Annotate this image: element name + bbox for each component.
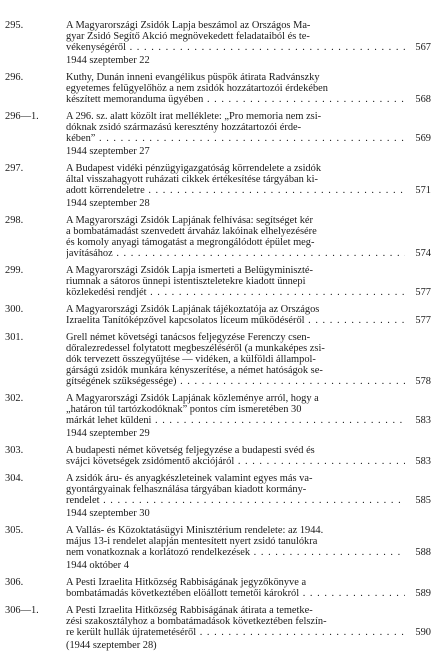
- toc-entry-line: [0, 616, 439, 627]
- toc-entry-line: [0, 484, 439, 495]
- toc-entry-line: [0, 456, 439, 467]
- entry-text: bombatámadás következtében elöállott temetői károkról . . .: [66, 588, 405, 599]
- entry-text: vékenységéről . . .: [66, 42, 405, 53]
- toc-entry-line: [0, 226, 439, 237]
- page-number: 590: [415, 627, 431, 638]
- toc-entry-line: [0, 365, 439, 376]
- date-heading: [0, 198, 439, 209]
- toc-entry-line: [0, 304, 439, 315]
- page-number: 569: [415, 133, 431, 144]
- entry-text: készített memoranduma ügyében . . .: [66, 94, 405, 105]
- toc-entry-line: [0, 83, 439, 94]
- toc-entry-line: [0, 94, 439, 105]
- entry-text: A zsidók áru- és anyagkészleteinek valamint egyes más va-: [66, 473, 313, 484]
- entry-text: dók tervezett összegyűjtése — vidéken, a külföldi állampol-: [66, 354, 316, 365]
- entry-text: dőralezredessel folytatott megbeszéléséről (a munkaképes zsi-: [66, 343, 325, 354]
- toc-entry-line: [0, 265, 439, 276]
- entry-text: adott körrendeletre . . .: [66, 185, 405, 196]
- entry-text: A Pesti Izraelita Hitközség Rabbiságának átirata a temetke-: [66, 605, 313, 616]
- toc-entry-line: [0, 495, 439, 506]
- entry-text: május 13-i rendelet alapján mentesített nyert zsidó tanulókra: [66, 536, 318, 547]
- toc-entry-line: [0, 20, 439, 31]
- date-heading: [0, 55, 439, 66]
- entry-text: gítségének szükségessége) . . .: [66, 376, 405, 387]
- page-number: 567: [415, 42, 431, 53]
- toc-entry-line: [0, 315, 439, 326]
- toc-entry-line: [0, 72, 439, 83]
- toc-entry-line: [0, 354, 439, 365]
- entry-number: 300.: [5, 304, 24, 315]
- page-number: 585: [415, 495, 431, 506]
- entry-text: „határon túl tartózkodóknak” pontos cím ismeretében 30: [66, 404, 302, 415]
- page-number: 583: [415, 415, 431, 426]
- toc-entry-line: [0, 376, 439, 387]
- entry-text: rendelet . . .: [66, 495, 405, 506]
- entry-number: 297.: [5, 163, 24, 174]
- entry-text: a bombatámadást szenvedett árvaház lakóinak elhelyezésére: [66, 226, 317, 237]
- entry-text: gyar Zsidó Segítő Akció megnövekedett feladataiból és te-: [66, 31, 310, 42]
- entry-text: kében” . . .: [66, 133, 405, 144]
- entry-number: 304.: [5, 473, 24, 484]
- toc-entry-line: [0, 215, 439, 226]
- date-text: 1944 szeptember 22: [66, 55, 150, 66]
- entry-text: svájci követségek zsidómentő akciójáról . . .: [66, 456, 405, 467]
- entry-number: 296—1.: [5, 111, 39, 122]
- entry-number: 306—1.: [5, 605, 39, 616]
- entry-text: A Magyarországi Zsidók Lapjának tájékoztatója az Országos: [66, 304, 320, 315]
- toc-entry-line: [0, 111, 439, 122]
- toc-entry-line: [0, 287, 439, 298]
- date-text: 1944 szeptember 27: [66, 146, 150, 157]
- entry-text: gárságú zsidók munkára kényszerítése, a német hatóságok se-: [66, 365, 323, 376]
- date-text: 1944 szeptember 29: [66, 428, 150, 439]
- entry-text: A Magyarországi Zsidók Lapjának felhívása: segítséget kér: [66, 215, 313, 226]
- date-heading: [0, 146, 439, 157]
- page-number: 578: [415, 376, 431, 387]
- toc-entry-line: [0, 393, 439, 404]
- date-text: 1944 szeptember 30: [66, 508, 150, 519]
- entry-number: 306.: [5, 577, 24, 588]
- entry-number: 301.: [5, 332, 24, 343]
- toc-entry-line: [0, 404, 439, 415]
- toc-entry-line: [0, 343, 439, 354]
- date-heading: [0, 508, 439, 519]
- toc-entry-line: [0, 248, 439, 259]
- entry-text: A Magyarországi Zsidók Lapja beszámol az Országos Ma-: [66, 20, 311, 31]
- toc-entry-line: [0, 536, 439, 547]
- toc-entry-line: [0, 174, 439, 185]
- entry-number: 305.: [5, 525, 24, 536]
- entry-text: és komoly anyagi támogatást a megrongálódott épület meg-: [66, 237, 315, 248]
- entry-text: A Magyarországi Zsidók Lapjának közleménye arról, hogy a: [66, 393, 319, 404]
- entry-text: egyetemes felügyelőhöz a nem zsidók hozzátartozói érdekében: [66, 83, 328, 94]
- entry-text: A budapesti német követség feljegyzése a budapesti svéd és: [66, 445, 315, 456]
- entry-text: A Pesti Izraelita Hitközség Rabbiságának jegyzőkönyve a: [66, 577, 307, 588]
- entry-text: Izraelita Tanítóképzővel kapcsolatos líceum működéséről . . .: [66, 315, 405, 326]
- toc-entry-line: [0, 42, 439, 53]
- toc-entry-line: [0, 473, 439, 484]
- entry-text: javításához . . .: [66, 248, 405, 259]
- toc-entry-line: [0, 525, 439, 536]
- entry-text: Kuthy, Dunán inneni evangélikus püspök átirata Radvánszky: [66, 72, 320, 83]
- page-number: 571: [415, 185, 431, 196]
- toc-entry-line: [0, 237, 439, 248]
- page-number: 577: [415, 315, 431, 326]
- toc-entry-line: [0, 163, 439, 174]
- date-heading: [0, 560, 439, 571]
- toc-entry-line: [0, 547, 439, 558]
- toc-entry-line: [0, 415, 439, 426]
- entry-number: 295.: [5, 20, 24, 31]
- toc-entry-line: [0, 185, 439, 196]
- toc-entry-line: [0, 31, 439, 42]
- toc-entry-line: [0, 122, 439, 133]
- entry-number: 302.: [5, 393, 24, 404]
- page-number: 577: [415, 287, 431, 298]
- date-heading: [0, 428, 439, 439]
- page-number: 568: [415, 94, 431, 105]
- entry-text: riumnak a sátoros ünnepi istentiszteletekre kiadott ünnepi: [66, 276, 306, 287]
- entry-text: A Vallás- és Közoktatásügyi Minisztérium rendelete: az 1944.: [66, 525, 324, 536]
- date-text: 1944 október 4: [66, 560, 129, 571]
- entry-number: 303.: [5, 445, 24, 456]
- entry-text: A 296. sz. alatt közölt irat melléklete: „Pro memoria nem zsi-: [66, 111, 322, 122]
- date-text: 1944 szeptember 28: [66, 198, 150, 209]
- entry-text: dóknak zsidó származású keresztény hozzátartozói érde-: [66, 122, 302, 133]
- entry-text: A Budapest vidéki pénzügyigazgatóság körrendelete a zsidók: [66, 163, 322, 174]
- toc-entry-line: [0, 588, 439, 599]
- entry-text: által visszahagyott ruházati cikkek értékesítése tárgyában ki-: [66, 174, 318, 185]
- page-number: 588: [415, 547, 431, 558]
- toc-entry-line: [0, 133, 439, 144]
- toc-entry-line: [0, 332, 439, 343]
- date-text: (1944 szeptember 28): [66, 640, 157, 651]
- entry-text: re került hullák újratemetéséről . . .: [66, 627, 405, 638]
- entry-text: Grell német követségi tanácsos feljegyzése Ferenczy csen-: [66, 332, 311, 343]
- page-number: 583: [415, 456, 431, 467]
- entry-text: gyontárgyainak felhasználása tárgyában kiadott kormány-: [66, 484, 307, 495]
- date-heading: [0, 640, 439, 651]
- entry-text: közlekedési rendjét . . .: [66, 287, 405, 298]
- entry-text: A Magyarországi Zsidók Lapja ismerteti a Belügyminiszté-: [66, 265, 314, 276]
- toc-entry-line: [0, 445, 439, 456]
- entry-text: zési szakosztályhoz a bombatámadások következtében felszín-: [66, 616, 327, 627]
- page-number: 589: [415, 588, 431, 599]
- toc-entry-line: [0, 605, 439, 616]
- entry-number: 299.: [5, 265, 24, 276]
- entry-number: 298.: [5, 215, 24, 226]
- entry-text: márkát lehet küldeni . . .: [66, 415, 405, 426]
- toc-entry-line: [0, 276, 439, 287]
- toc-entry-line: [0, 627, 439, 638]
- toc-entry-line: [0, 577, 439, 588]
- page-number: 574: [415, 248, 431, 259]
- entry-number: 296.: [5, 72, 24, 83]
- entry-text: nem vonatkoznak a korlátozó rendelkezések . . .: [66, 547, 405, 558]
